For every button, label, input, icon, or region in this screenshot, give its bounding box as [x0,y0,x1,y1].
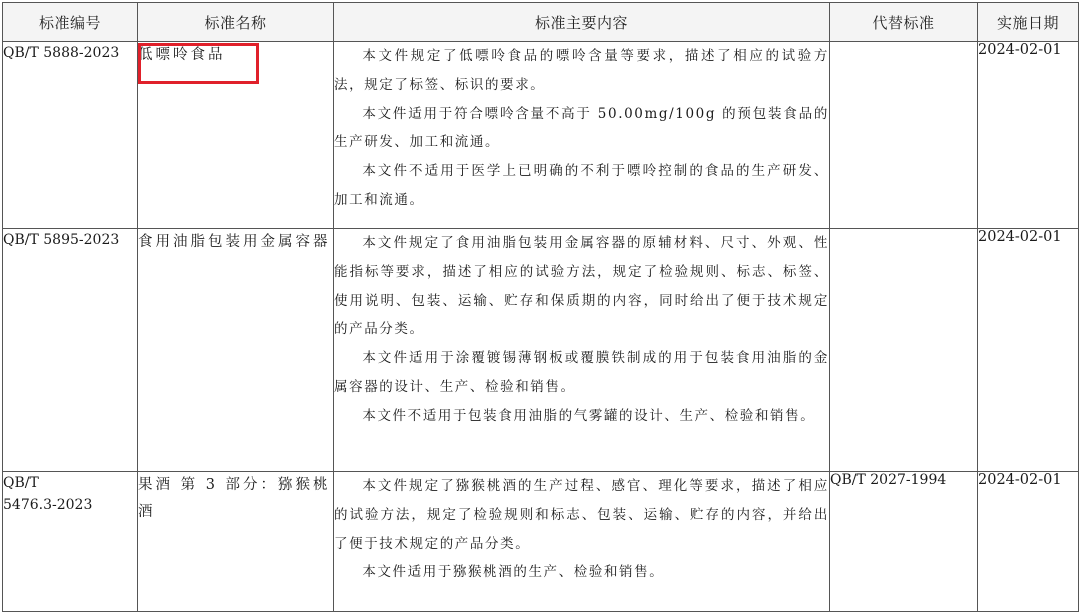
header-replaces: 代替标准 [830,3,978,42]
standards-table [2,2,1079,612]
content-paragraph: 本文件不适用于医学上已明确的不利于嘌呤控制的食品的生产研发、加工和流通。 [334,163,829,208]
replaced-standard: QB/T 2027-1994 [830,472,978,612]
standard-code: QB/T 5476.3-2023 [3,472,138,612]
content-paragraph: 本文件适用于符合嘌呤含量不高于 50.00mg/100g 的预包装食品的生产研发、加工和流通。 [334,105,829,151]
standard-content [334,42,830,229]
standard-code: QB/T 5895-2023 [3,229,138,472]
content-paragraph: 本文件适用于猕猴桃酒的生产、检验和销售。 [362,564,665,581]
replaced-standard [830,229,978,472]
standard-content [334,229,830,472]
replaced-standard [830,42,978,229]
standard-content [334,472,830,612]
standard-name: 低嘌呤食品 [138,42,334,229]
table-row [3,229,1079,472]
content-paragraph: 本文件规定了食用油脂包装用金属容器的原辅材料、尺寸、外观、性能指标等要求，描述了相应的试验方法，规定了检验规则、标志、标签、使用说明、包装、运输、贮存和保质期的内容，同时给出了便于技术规定的产品分类。 [334,235,829,338]
effective-date: 2024-02-01 [978,472,1079,612]
content-paragraph: 本文件规定了猕猴桃酒的生产过程、感官、理化等要求，描述了相应的试验方法，规定了检验规则和标志、包装、运输、贮存的内容，并给出了便于技术规定的产品分类。 [334,478,829,552]
content-paragraph: 本文件规定了低嘌呤食品的嘌呤含量等要求，描述了相应的试验方法，规定了标签、标识的要求。 [334,48,829,93]
header-name: 标准名称 [138,3,334,42]
content-paragraph: 本文件适用于涂覆镀锡薄钢板或覆膜铁制成的用于包装食用油脂的金属容器的设计、生产、检验和销售。 [334,350,829,395]
standard-name: 食用油脂包装用金属容器 [138,229,334,472]
content-paragraph: 本文件不适用于包装食用油脂的气雾罐的设计、生产、检验和销售。 [362,407,816,424]
standard-code: QB/T 5888-2023 [3,42,138,229]
highlight-box [138,43,259,84]
effective-date: 2024-02-01 [978,229,1079,472]
header-code: 标准编号 [3,3,138,42]
table-row [3,472,1079,612]
header-date: 实施日期 [978,3,1079,42]
header-content: 标准主要内容 [334,3,830,42]
header-row [3,3,1079,42]
standard-name: 果酒 第 3 部分：猕猴桃酒 [138,472,334,612]
effective-date: 2024-02-01 [978,42,1079,229]
